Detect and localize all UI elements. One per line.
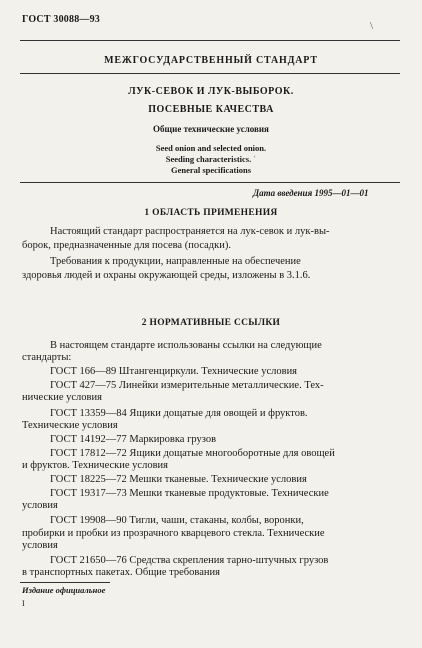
reference-line: ГОСТ 19908—90 Тигли, чаши, стаканы, колбы, воронки,	[50, 515, 304, 526]
edition-note: Издание официальное	[22, 585, 106, 595]
reference-line: условия	[22, 500, 58, 511]
footer-divider	[20, 582, 110, 583]
title-main: ЛУК-СЕВОК И ЛУК-ВЫБОРОК.	[128, 86, 294, 97]
reference-line: ГОСТ 17812—72 Ящики дощатые многооборотные для овощей	[50, 448, 335, 459]
reference-line: нические условия	[22, 392, 102, 403]
reference-line: Технические условия	[22, 420, 118, 431]
reference-line: ГОСТ 13359—84 Ящики дощатые для овощей и фруктов.	[50, 408, 308, 419]
page-number: I	[22, 599, 25, 608]
title-conditions: Общие технические условия	[153, 124, 269, 134]
reference-line: и фруктов. Технические условия	[22, 460, 168, 471]
reference-line: ГОСТ 166—89 Штангенциркули. Технические условия	[50, 366, 298, 377]
reference-line: условия	[22, 540, 58, 551]
english-title-line: General specifications	[170, 165, 252, 175]
header-divider	[20, 40, 400, 41]
section-heading-scope: 1 ОБЛАСТЬ ПРИМЕНЕНИЯ	[144, 208, 278, 218]
reference-line: ГОСТ 19317—73 Мешки тканевые продуктовые. Технические	[50, 488, 329, 499]
english-title-line: Seeding characteristics. ʿ	[165, 154, 257, 164]
reference-line: в транспортных пакетах. Общие требования	[22, 567, 220, 578]
body-line: здоровья людей и охраны окружающей среды, изложены в 3.1.6.	[22, 270, 311, 281]
title-divider-top	[20, 73, 400, 74]
introduction-date: Дата введения 1995—01—01	[253, 188, 369, 198]
body-line: Настоящий стандарт распространяется на лук-севок и лук-вы-	[50, 226, 330, 237]
reference-line: ГОСТ 427—75 Линейки измерительные металлические. Тех-	[50, 380, 324, 391]
reference-line: ГОСТ 21650—76 Средства скрепления тарно-штучных грузов	[50, 555, 329, 566]
body-line: В настоящем стандарте использованы ссылки на следующие	[50, 340, 322, 351]
reference-line: ГОСТ 18225—72 Мешки тканевые. Технические условия	[50, 474, 307, 485]
body-line: борок, предназначенные для посева (посадки).	[22, 240, 231, 251]
document-code: ГОСТ 30088—93	[22, 14, 101, 25]
reference-line: ГОСТ 14192—77 Маркировка грузов	[50, 434, 217, 445]
standard-type: МЕЖГОСУДАРСТВЕННЫЙ СТАНДАРТ	[104, 55, 318, 66]
english-title-line: Seed onion and selected onion.	[155, 143, 267, 153]
title-sub: ПОСЕВНЫЕ КАЧЕСТВА	[148, 104, 274, 115]
body-line: стандарты:	[22, 352, 72, 363]
section-heading-references: 2 НОРМАТИВНЫЕ ССЫЛКИ	[141, 318, 281, 328]
margin-mark: \	[370, 20, 374, 32]
reference-line: пробирки и пробки из прозрачного кварцевого стекла. Технические	[22, 528, 325, 539]
title-divider-bottom	[20, 182, 400, 183]
body-line: Требования к продукции, направленные на обеспечение	[50, 256, 301, 267]
